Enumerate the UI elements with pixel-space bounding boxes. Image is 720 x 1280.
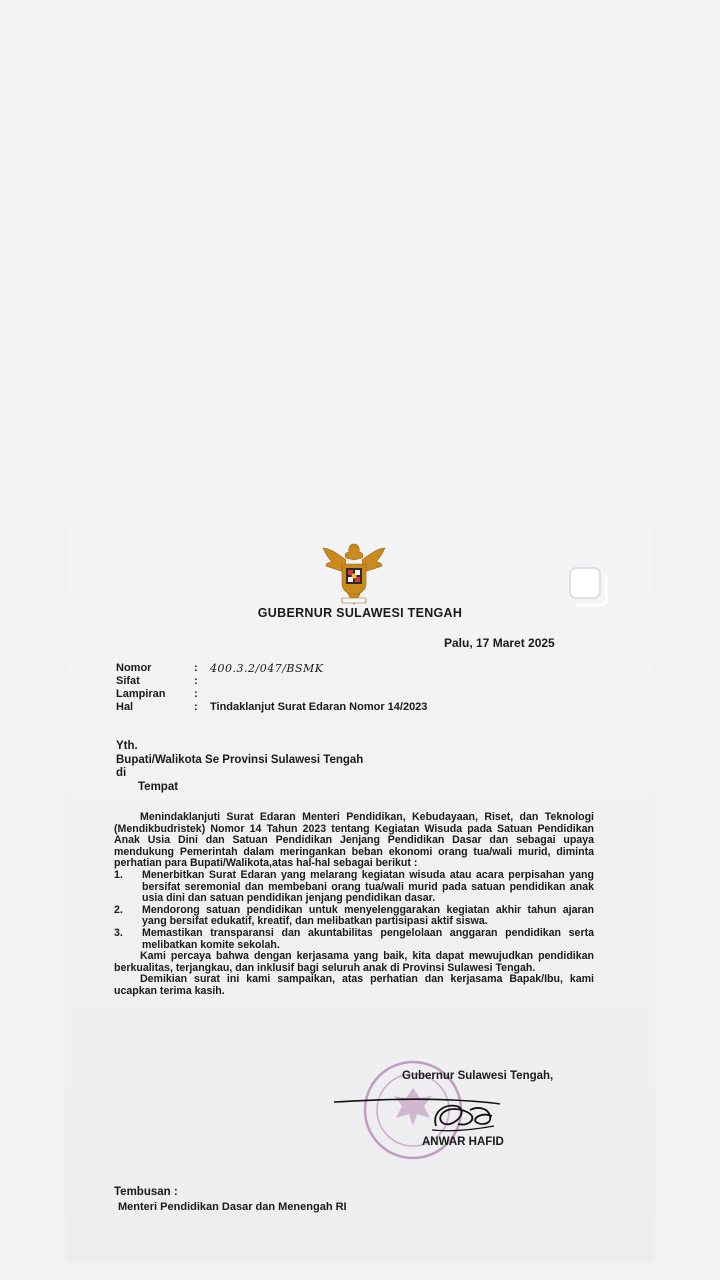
closing-paragraph-1: Kami percaya bahwa dengan kerjasama yang baik, kita dapat mewujudkan pendidikan berkualitas, terjangkau, dan inklusif bagi seluruh anak di Provinsi Sulawesi Tengah. — [114, 950, 594, 974]
place-date: Palu, 17 Maret 2025 — [444, 636, 555, 650]
list-text: Mendorong satuan pendidikan untuk menyelenggarakan kegiatan akhir tahun ajaran yang bersifat edukatif, kreatif, dan melibatkan partisipasi aktif siswa. — [142, 903, 594, 928]
copy-icon[interactable] — [566, 564, 614, 612]
cc-label: Tembusan : — [114, 1186, 178, 1198]
meta-row-hal — [116, 701, 427, 714]
meta-key: Lampiran — [116, 688, 166, 700]
addressee-yth: Yth. — [116, 740, 138, 752]
letter-document — [66, 526, 654, 1262]
list-item — [114, 928, 594, 951]
meta-colon: : — [194, 662, 198, 674]
list-item — [114, 905, 594, 928]
list-text: Memastikan transparansi dan akuntabilitas pengelolaan anggaran pendidikan serta melibatkan komite sekolah. — [142, 926, 594, 951]
addressee-block — [116, 740, 363, 794]
garuda-emblem-icon — [320, 538, 388, 608]
cc-item: Menteri Pendidikan Dasar dan Menengah RI — [118, 1201, 347, 1213]
addressee-di: di — [116, 767, 127, 779]
letter-heading: GUBERNUR SULAWESI TENGAH — [257, 606, 463, 620]
list-number: 3. — [114, 926, 123, 939]
meta-key: Nomor — [116, 662, 152, 674]
meta-row-nomor — [116, 662, 427, 675]
meta-row-sifat — [116, 675, 427, 688]
list-text: Menerbitkan Surat Edaran yang melarang kegiatan wisuda atau acara perpisahan yang bersifat seremonial dan membebani orang tua/wali murid pada satuan pendidikan anak usia dini dan satuan pendidikan jenjang pendidikan dasar. — [142, 868, 594, 905]
intro-paragraph: Menindaklanjuti Surat Edaran Menteri Pendidikan, Kebudayaan, Riset, dan Teknologi (Mendikbudristek) Nomor 14 Tahun 2023 tentang Kegiatan Wisuda pada Satuan Pendidikan Anak Usia Dini dan Satuan Pendidikan Jenjang Pendidikan Dasar dan sebagai upaya mendukung Pemerintah dalam meringankan beban ekonomi orang tua/wali murid, diminta perhatian para Bupati/Walikota,atas hal-hal sebagai berikut : — [114, 811, 594, 870]
list-number: 2. — [114, 903, 123, 916]
signatory-title: Gubernur Sulawesi Tengah, — [402, 1070, 554, 1082]
addressee-to: Bupati/Walikota Se Provinsi Sulawesi Tengah — [116, 753, 364, 766]
meta-key: Hal — [116, 701, 134, 713]
list-number: 1. — [114, 868, 123, 881]
meta-colon: : — [194, 688, 198, 700]
points-list — [114, 870, 594, 951]
meta-value-nomor: 400.3.2/047/BSMK — [210, 662, 324, 675]
meta-colon: : — [194, 675, 198, 687]
letter-body — [114, 812, 594, 998]
meta-row-lampiran — [116, 688, 427, 701]
meta-key: Sifat — [116, 675, 140, 687]
closing-paragraph-2: Demikian surat ini kami sampaikan, atas perhatian dan kerjasama Bapak/Ibu, kami ucapkan terima kasih. — [114, 973, 594, 997]
letter-meta — [116, 662, 427, 714]
signatory-name: ANWAR HAFID — [422, 1136, 504, 1148]
list-item — [114, 870, 594, 905]
meta-value-hal: Tindaklanjut Surat Edaran Nomor 14/2023 — [210, 701, 428, 713]
addressee-place: Tempat — [138, 780, 179, 793]
meta-colon: : — [194, 701, 198, 713]
